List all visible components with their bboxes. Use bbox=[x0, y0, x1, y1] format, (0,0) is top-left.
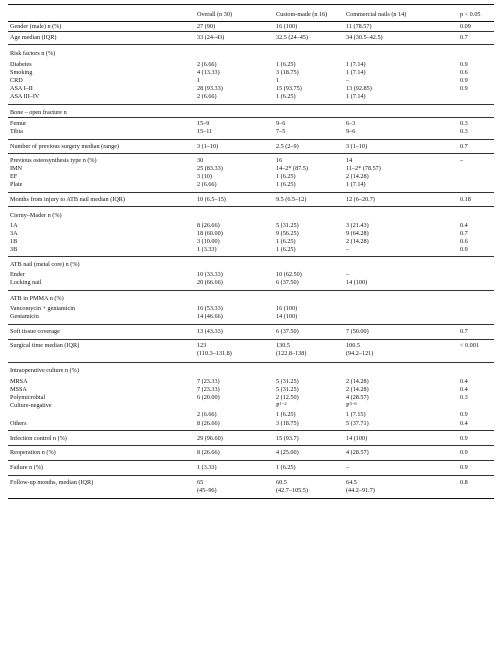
table-cell: Others bbox=[10, 420, 27, 427]
table-rule bbox=[8, 31, 494, 32]
table-cell: 2 (12.50) bbox=[276, 394, 299, 401]
table-cell: 0.4 bbox=[460, 222, 468, 229]
table-cell: < 0.001 bbox=[460, 342, 479, 349]
table-cell: MRSA bbox=[10, 378, 28, 385]
table-cell: Smoking bbox=[10, 69, 33, 76]
table-cell: Soft tissue coverage bbox=[10, 328, 60, 335]
table-cell: ATB nail (metal core) n (%) bbox=[10, 261, 80, 268]
table-cell: Ender bbox=[10, 271, 25, 278]
table-cell: 3 (1–10) bbox=[346, 143, 368, 150]
table-cell: 15–11 bbox=[197, 128, 213, 135]
table-cell: 0.7 bbox=[460, 328, 468, 335]
table-rule bbox=[8, 324, 494, 325]
table-cell: 9 (56.25) bbox=[276, 230, 299, 237]
table-cell: $P^{3-6}$ bbox=[346, 401, 357, 409]
table-cell: 14 (46.66) bbox=[197, 313, 223, 320]
table-cell: 6–3 bbox=[346, 120, 356, 127]
table-cell: Culture-negative bbox=[10, 402, 52, 409]
table-cell: 15 (93.7) bbox=[276, 435, 299, 442]
table-cell: 13 (92.85) bbox=[346, 85, 372, 92]
table-cell: 3B bbox=[10, 246, 18, 253]
table-rule bbox=[8, 475, 494, 476]
table-cell: MSSA bbox=[10, 386, 27, 393]
table-cell: IMN bbox=[10, 165, 23, 172]
table-cell: $P^{1-2}$ bbox=[276, 401, 287, 409]
table-cell: Diabetes bbox=[10, 61, 32, 68]
table-cell: 123 bbox=[197, 342, 207, 349]
table-cell: 3 (1–10) bbox=[197, 143, 219, 150]
table-cell: 3 (10.00) bbox=[197, 238, 220, 245]
table-cell: 0.9 bbox=[460, 449, 468, 456]
table-cell: 1 bbox=[276, 77, 280, 84]
table-cell: 10 (62.50) bbox=[276, 271, 302, 278]
table-cell: 11 (78.57) bbox=[346, 23, 372, 30]
table-cell: (94.2–121) bbox=[346, 350, 374, 357]
table-cell: 5 (31.25) bbox=[276, 222, 299, 229]
table-cell: 0.9 bbox=[460, 61, 468, 68]
table-rule bbox=[8, 430, 494, 431]
table-rule bbox=[8, 362, 494, 363]
table-cell: 1 (6.25) bbox=[276, 238, 296, 245]
table-cell: 28 (93.33) bbox=[197, 85, 223, 92]
table-cell: 2 (14.28) bbox=[346, 173, 369, 180]
table-cell: 0.7 bbox=[460, 143, 468, 150]
table-cell: 1 (6.25) bbox=[276, 246, 296, 253]
table-cell: 1 (7.14) bbox=[346, 61, 366, 68]
table-cell: Reoperation n (%) bbox=[10, 449, 56, 456]
table-rule bbox=[8, 4, 494, 5]
table-rule bbox=[8, 104, 494, 105]
table-header-cell: Overall (n 30) bbox=[197, 11, 233, 18]
table-cell: 0.3 bbox=[460, 120, 468, 127]
table-rule bbox=[8, 256, 494, 257]
table-cell: Months from injury to ATB nail median (IQR) bbox=[10, 196, 125, 203]
table-cell: 4 (28.57) bbox=[346, 394, 369, 401]
table-header-cell: p < 0.05 bbox=[460, 11, 481, 18]
table-cell: 1 (6.25) bbox=[276, 93, 296, 100]
table-cell: Intraoperative culture n (%) bbox=[10, 367, 79, 374]
table-cell: 0.9 bbox=[460, 411, 468, 418]
table-cell: (42.7–105.5) bbox=[276, 487, 308, 494]
table-cell: 20 (66.66) bbox=[197, 279, 223, 286]
table-rule bbox=[8, 21, 494, 22]
table-cell: 1 (7.15) bbox=[346, 411, 366, 418]
table-cell: Plate bbox=[10, 181, 23, 188]
table-cell: 60.5 bbox=[276, 479, 287, 486]
table-cell: 0.09 bbox=[460, 23, 471, 30]
table-cell: Infection control n (%) bbox=[10, 435, 67, 442]
table-cell: Surgical time median (IQR) bbox=[10, 342, 80, 349]
table-cell: Cierny–Mader n (%) bbox=[10, 212, 62, 219]
table-cell: 2.5 (2–9) bbox=[276, 143, 299, 150]
table-cell: – bbox=[346, 464, 350, 471]
table-cell: 9.5 (6.5–12) bbox=[276, 196, 307, 203]
table-rule bbox=[8, 290, 494, 291]
table-cell: 14 bbox=[346, 157, 353, 164]
table-cell: 15–9 bbox=[197, 120, 210, 127]
table-cell: – bbox=[346, 246, 350, 253]
table-cell: 0.6 bbox=[460, 238, 468, 245]
table-cell: EF bbox=[10, 173, 18, 180]
table-cell: 2 (6.66) bbox=[197, 181, 217, 188]
table-cell: 9–6 bbox=[276, 120, 286, 127]
table-cell: Follow-up months, median (IQR) bbox=[10, 479, 94, 486]
table-cell: 0.3 bbox=[460, 394, 468, 401]
table-rule bbox=[8, 206, 494, 207]
table-cell: 1 (3.33) bbox=[197, 464, 217, 471]
table-cell: 2 (6.66) bbox=[197, 93, 217, 100]
table-cell: Femur bbox=[10, 120, 27, 127]
table-cell: 4 (13.33) bbox=[197, 69, 220, 76]
table-cell: 0.6 bbox=[460, 69, 468, 76]
table-cell: 14 (100) bbox=[346, 435, 368, 442]
table-cell: 15 (93.75) bbox=[276, 85, 302, 92]
table-cell: 0.8 bbox=[460, 479, 468, 486]
table-cell: 3 (18.75) bbox=[276, 420, 299, 427]
table-cell: 64.5 bbox=[346, 479, 357, 486]
table-cell: 0.9 bbox=[460, 435, 468, 442]
table-cell: Tibia bbox=[10, 128, 23, 135]
table-cell: 14 (100) bbox=[346, 279, 368, 286]
table-cell: 2 (6.66) bbox=[197, 61, 217, 68]
table-cell: 14 (100) bbox=[276, 313, 298, 320]
table-cell: 1 (6.25) bbox=[276, 181, 296, 188]
table-cell: 130.5 bbox=[276, 342, 290, 349]
table-rule bbox=[8, 44, 494, 45]
table-cell: Gender (male) n (%) bbox=[10, 23, 62, 30]
table-cell: Polymicrobial bbox=[10, 394, 46, 401]
table-cell: 16 (100) bbox=[276, 23, 298, 30]
table-cell: 7 (23.33) bbox=[197, 386, 220, 393]
table-cell: 65 bbox=[197, 479, 204, 486]
table-cell: 3 (10) bbox=[197, 173, 212, 180]
table-cell: 12 (6–20.7) bbox=[346, 196, 375, 203]
table-cell: 0.3 bbox=[460, 128, 468, 135]
table-rule bbox=[8, 445, 494, 446]
table-header-cell: Commercial nails (n 14) bbox=[346, 11, 407, 18]
table-cell: Risk factors n (%) bbox=[10, 50, 56, 57]
table-cell: 9 (64.28) bbox=[346, 230, 369, 237]
table-cell: Bone – open fracture n bbox=[10, 109, 67, 116]
table-cell: CRD bbox=[10, 77, 23, 84]
table-cell: 16 (100) bbox=[276, 305, 298, 312]
table-cell: 18 (60.00) bbox=[197, 230, 223, 237]
table-cell: 33 (24–43) bbox=[197, 34, 225, 41]
table-cell: 2 (6.66) bbox=[197, 411, 217, 418]
table-cell: 0.4 bbox=[460, 378, 468, 385]
table-cell: 10 (6.5–15) bbox=[197, 196, 226, 203]
table-cell: 8 (26.66) bbox=[197, 222, 220, 229]
table-cell: 29 (96.60) bbox=[197, 435, 223, 442]
table-cell: 1B bbox=[10, 238, 18, 245]
table-rule bbox=[8, 117, 494, 118]
table-cell: (122.8–138) bbox=[276, 350, 307, 357]
table-cell: Previous osteosynthesis type n (%) bbox=[10, 157, 97, 164]
table-rule bbox=[8, 192, 494, 193]
table-cell: 10 (33.33) bbox=[197, 271, 223, 278]
table-cell: 0.9 bbox=[460, 246, 468, 253]
table-cell: 6 (20.00) bbox=[197, 394, 220, 401]
table-cell: 16 bbox=[276, 157, 283, 164]
table-rule bbox=[8, 460, 494, 461]
table-cell: – bbox=[460, 157, 464, 164]
table-cell: 7 (50.00) bbox=[346, 328, 369, 335]
table-cell: 0.9 bbox=[460, 464, 468, 471]
table-cell: 13 (43.33) bbox=[197, 328, 223, 335]
table-cell: 0.9 bbox=[460, 85, 468, 92]
table-cell: Locking nail bbox=[10, 279, 42, 286]
table-cell: 1 (6.25) bbox=[276, 464, 296, 471]
table-cell: 3 (18.75) bbox=[276, 69, 299, 76]
table-cell: (110.3–131.8) bbox=[197, 350, 232, 357]
table-cell: 27 (90) bbox=[197, 23, 216, 30]
table-cell: (44.2–91.7) bbox=[346, 487, 375, 494]
table-cell: Vancomycin + gentamicin bbox=[10, 305, 76, 312]
table-cell: ASA III–IV bbox=[10, 93, 40, 100]
table-cell: 0.4 bbox=[460, 386, 468, 393]
table-rule bbox=[8, 139, 494, 140]
table-cell: 34 (30.5–42.5) bbox=[346, 34, 383, 41]
table-cell: – bbox=[346, 271, 350, 278]
table-cell: 6 (37.50) bbox=[276, 328, 299, 335]
table-cell: Number of previous surgery median (range) bbox=[10, 143, 119, 150]
table-cell: 0.4 bbox=[460, 420, 468, 427]
table-cell: 9–6 bbox=[346, 128, 356, 135]
table-cell: 1 (6.25) bbox=[276, 173, 296, 180]
table-cell: 4 (28.57) bbox=[346, 449, 369, 456]
table-cell: 32.5 (24–45) bbox=[276, 34, 308, 41]
table-cell: 100.5 bbox=[346, 342, 360, 349]
table-cell: 1 (6.25) bbox=[276, 411, 296, 418]
table-cell: – bbox=[346, 77, 350, 84]
table-cell: 14–2* (87.5) bbox=[276, 165, 308, 172]
table-cell: 1 (6.25) bbox=[276, 61, 296, 68]
table-cell: 5 (31.25) bbox=[276, 378, 299, 385]
table-cell: 7 (23.33) bbox=[197, 378, 220, 385]
table-cell: 1 (3.33) bbox=[197, 246, 217, 253]
table-cell: Age median (IQR) bbox=[10, 34, 57, 41]
table-cell: 6 (37.50) bbox=[276, 279, 299, 286]
table-cell: 25 (83.33) bbox=[197, 165, 223, 172]
table-cell: 3A bbox=[10, 230, 18, 237]
table-cell: 7–5 bbox=[276, 128, 286, 135]
table-cell: 2 (14.28) bbox=[346, 378, 369, 385]
table-cell: 1 (7.14) bbox=[346, 93, 366, 100]
table-cell: 8 (26.66) bbox=[197, 449, 220, 456]
table-cell: 5 (31.25) bbox=[276, 386, 299, 393]
table-cell: 4 (25.00) bbox=[276, 449, 299, 456]
table-cell: 1A bbox=[10, 222, 18, 229]
table-cell: 1 (7.14) bbox=[346, 181, 366, 188]
table-cell: Failure n (%) bbox=[10, 464, 43, 471]
table-cell: Gentamicin bbox=[10, 313, 39, 320]
table-cell: 3 (21.43) bbox=[346, 222, 369, 229]
table-rule bbox=[8, 153, 494, 154]
table-cell: 1 (7.14) bbox=[346, 69, 366, 76]
table-cell: 2 (14.28) bbox=[346, 238, 369, 245]
table-cell: 11–2* (78.57) bbox=[346, 165, 381, 172]
table-cell: 16 (53.33) bbox=[197, 305, 223, 312]
table-rule bbox=[8, 339, 494, 340]
table-cell: ASA I–II bbox=[10, 85, 33, 92]
table-cell: 1 bbox=[197, 77, 201, 84]
table-cell: 8 (26.66) bbox=[197, 420, 220, 427]
table-cell: 0.7 bbox=[460, 230, 468, 237]
table-cell: 30 bbox=[197, 157, 204, 164]
table-cell: 5 (37.71) bbox=[346, 420, 369, 427]
table-cell: 0.7 bbox=[460, 34, 468, 41]
table-cell: 2 (14.28) bbox=[346, 386, 369, 393]
table-header-cell: Custom-made (n 16) bbox=[276, 11, 328, 18]
table-cell: (45–96) bbox=[197, 487, 217, 494]
table-rule bbox=[8, 498, 494, 499]
table-cell: 0.18 bbox=[460, 196, 471, 203]
table-cell: 0.9 bbox=[460, 77, 468, 84]
table-cell: ATB in PMMA n (%) bbox=[10, 295, 64, 302]
